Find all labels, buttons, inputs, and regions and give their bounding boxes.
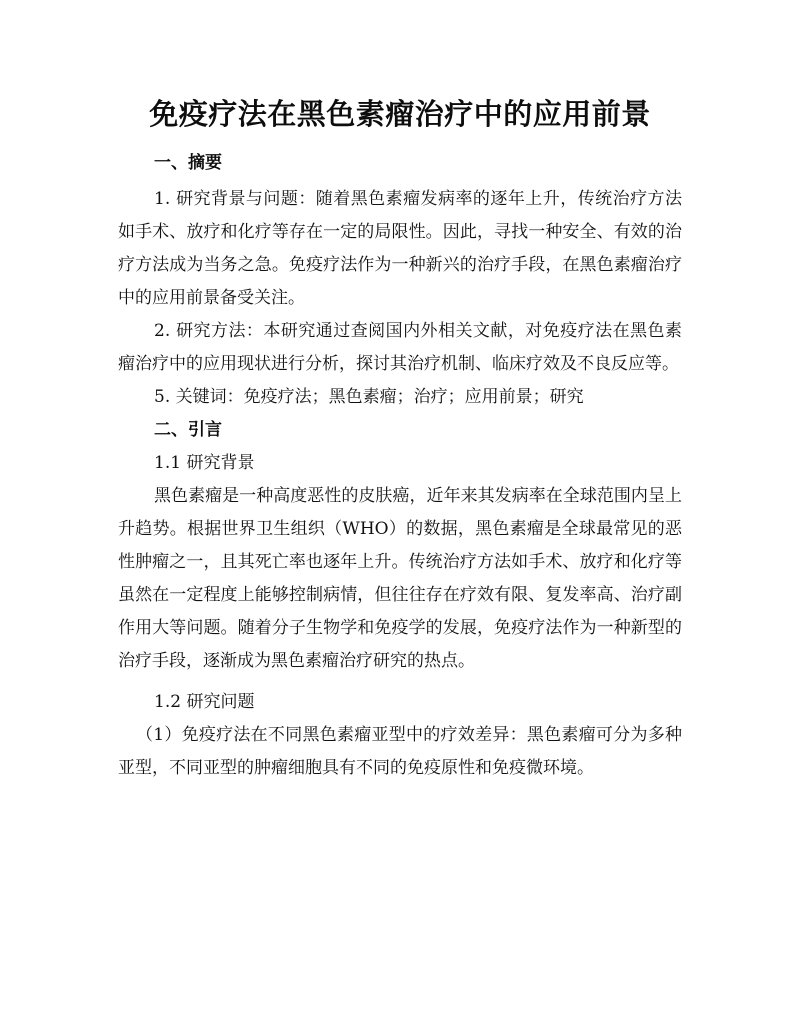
intro-paragraph-2: （1）免疫疗法在不同黑色素瘤亚型中的疗效差异：黑色素瘤可分为多种亚型，不同亚型的肿瘤细胞具有不同的免疫原性和免疫微环境。 [118, 725, 682, 778]
abstract-paragraph-2: 2. 研究方法：本研究通过查阅国内外相关文献，对免疫疗法在黑色素瘤治疗中的应用现状进行分析，探讨其治疗机制、临床疗效及不良反应等。 [118, 321, 682, 374]
subsection-1-1-heading: 1.1 研究背景 [154, 453, 255, 473]
intro-paragraph-1: 黑色素瘤是一种高度恶性的皮肤癌，近年来其发病率在全球范围内呈上升趋势。根据世界卫生组织（WHO）的数据，黑色素瘤是全球最常见的恶性肿瘤之一，且其死亡率也逐年上升。传统治疗方法如手术、放疗和化疗等虽然在一定程度上能够控制病情，但往往存在疗效有限、复发率高、治疗副作用大等问题。随着分子生物学和免疫学的发展，免疫疗法作为一种新型的治疗手段，逐渐成为黑色素瘤治疗研究的热点。 [118, 486, 682, 671]
abstract-paragraph-1: 1. 研究背景与问题：随着黑色素瘤发病率的逐年上升，传统治疗方法如手术、放疗和化疗等存在一定的局限性。因此，寻找一种安全、有效的治疗方法成为当务之急。免疫疗法作为一种新兴的治疗手段，在黑色素瘤治疗中的应用前景备受关注。 [118, 189, 682, 308]
abstract-heading: 一、摘要 [154, 153, 222, 173]
intro-heading: 二、引言 [154, 420, 222, 440]
subsection-1-2-heading: 1.2 研究问题 [154, 692, 255, 712]
document-title: 免疫疗法在黑色素瘤治疗中的应用前景 [149, 97, 651, 131]
abstract-paragraph-3: 5. 关键词：免疫疗法；黑色素瘤；治疗；应用前景；研究 [154, 387, 584, 407]
